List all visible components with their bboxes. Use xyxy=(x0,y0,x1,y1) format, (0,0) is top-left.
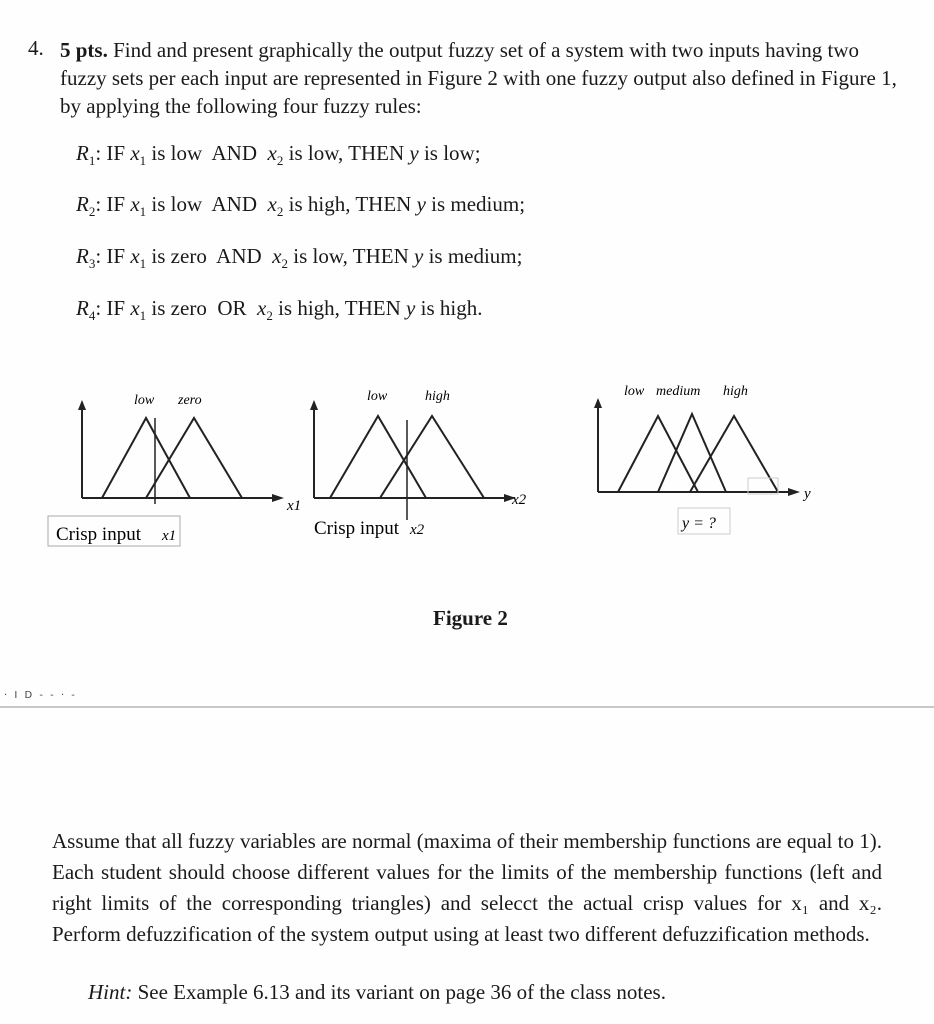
question-number: 4. xyxy=(28,36,44,60)
output-axis-label: y xyxy=(804,486,811,502)
output-high-triangle xyxy=(690,416,778,492)
input1-y-arrow xyxy=(78,400,86,410)
input2-axis-label: x2 xyxy=(512,492,527,508)
rule-4: $R_4$: IF $x_1$ is zero OR $x_2$ is high, THEN y is high. xyxy=(76,296,483,324)
input2-label-low: low xyxy=(367,389,388,404)
input2-panel xyxy=(310,400,516,520)
input2-y-arrow xyxy=(310,400,318,410)
output-label-medium: medium xyxy=(656,384,701,399)
input2-high-triangle xyxy=(380,416,484,498)
membership-figure xyxy=(0,370,934,560)
input1-zero-triangle xyxy=(146,418,242,498)
input1-low-triangle xyxy=(102,418,190,498)
rule-3: $R_3$: IF $x_1$ is zero AND $x_2$ is low, THEN y is medium; xyxy=(76,244,523,272)
hint-text xyxy=(88,980,666,1005)
input2-low-triangle xyxy=(330,416,426,498)
output-result: y = ? xyxy=(682,515,716,532)
input1-label-low: low xyxy=(134,393,155,408)
question-text xyxy=(60,36,900,120)
input1-crisp-var: x1 xyxy=(162,528,177,544)
output-y-arrow xyxy=(594,398,602,408)
rule-2: $R_2$: IF $x_1$ is low AND $x_2$ is high, THEN y is medium; xyxy=(76,192,526,220)
page-divider xyxy=(0,706,934,708)
hint-body: See Example 6.13 and its variant on page 36 of the class notes. xyxy=(132,980,666,1004)
assumption-text: Assume that all fuzzy variables are normal (maxima of their membership functions are equal to 1). Each student should choose different values for the limits of the membership functions (left and right limits of the corresponding triangles) and selecct the actual crisp values for x₁ and x₂. Perform defuzzification of the system output using at least two different defuzzification methods. xyxy=(52,829,882,946)
input1-label-zero: zero xyxy=(178,393,202,408)
output-label-high: high xyxy=(723,384,748,399)
input1-crisp-label: Crisp input xyxy=(56,524,141,545)
page-edge-marks: · I D - - · - xyxy=(4,690,77,701)
input1-x-arrow xyxy=(272,494,284,502)
question-points: 5 pts. xyxy=(60,38,108,62)
output-panel xyxy=(594,398,800,534)
output-label-low: low xyxy=(624,384,645,399)
hint-label: Hint: xyxy=(88,980,133,1004)
input2-crisp-var: x2 xyxy=(410,522,425,538)
output-x-arrow xyxy=(788,488,800,496)
figure-caption: Figure 2 xyxy=(433,606,508,630)
input1-axis-label: x1 xyxy=(287,498,302,514)
question-intro: Find and present graphically the output fuzzy set of a system with two inputs having two fuzzy sets per each input are represented in Figure 2 with one fuzzy output also defined in Figure 1, by applying the following four fuzzy rules: xyxy=(60,38,897,118)
input2-label-high: high xyxy=(425,389,450,404)
rule-1: $R_1$: IF $x_1$ is low AND $x_2$ is low, THEN y is low; xyxy=(76,141,481,169)
input2-crisp-label: Crisp input xyxy=(314,518,399,539)
